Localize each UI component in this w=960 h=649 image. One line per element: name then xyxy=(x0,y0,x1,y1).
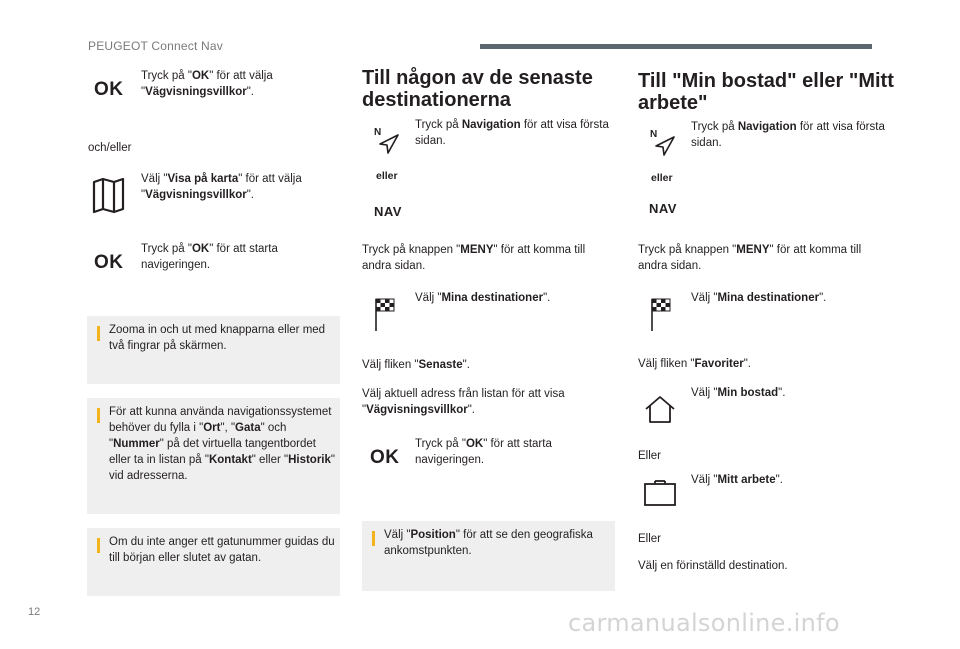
manual-title: PEUGEOT Connect Nav xyxy=(88,39,223,53)
eller-label: eller xyxy=(651,172,673,184)
note-text: Om du inte anger ett gatunummer guidas du till början eller slutet av gatan. xyxy=(109,536,335,564)
svg-text:N: N xyxy=(650,129,658,140)
col3-step6-text: Välj "Mitt arbete". xyxy=(691,474,783,486)
col3-step3-text: Välj "Mina destinationer". xyxy=(691,292,827,304)
info-icon xyxy=(97,538,100,553)
info-icon xyxy=(97,408,100,423)
info-icon xyxy=(372,531,375,546)
col1-step1-text: Tryck på "OK" för att välja "Vägvisningsvillkor". xyxy=(141,70,273,98)
col2-step1-text: Tryck på Navigation för att visa första sidan. xyxy=(415,119,609,147)
page-number: 12 xyxy=(28,606,41,618)
info-note xyxy=(362,521,615,591)
col2-step5-text: Välj aktuell adress från listan för att visa "Vägvisningsvillkor". xyxy=(362,388,565,416)
map-icon xyxy=(92,177,125,213)
nav-icon: NAV xyxy=(649,201,677,216)
svg-text:N: N xyxy=(374,127,382,138)
home-icon xyxy=(645,395,675,423)
col2-step4-text: Välj fliken "Senaste". xyxy=(362,359,470,371)
col2-step6-text: Tryck på "OK" för att starta navigeringen. xyxy=(415,438,552,466)
eller-label: eller xyxy=(376,170,398,182)
eller-text: Eller xyxy=(638,450,662,462)
checkered-flag-icon xyxy=(374,298,396,332)
col3-step4-text: Välj fliken "Favoriter". xyxy=(638,358,751,370)
eller-text: Eller xyxy=(638,533,662,545)
header-bar xyxy=(480,44,872,49)
ok-icon: OK xyxy=(94,252,124,273)
och-eller-text: och/eller xyxy=(88,142,132,154)
info-note xyxy=(87,528,340,596)
navigation-icon xyxy=(374,126,402,156)
ok-icon: OK xyxy=(370,447,400,468)
section-heading: Till någon av de senaste destinationerna xyxy=(362,67,593,111)
col2-step3-text: Välj "Mina destinationer". xyxy=(415,292,551,304)
col3-step2-text: Tryck på knappen "MENY" för att komma till andra sidan. xyxy=(638,244,862,272)
note-text: Zooma in och ut med knapparna eller med två fingrar på skärmen. xyxy=(109,324,326,352)
col1-step2-text: Välj "Visa på karta" för att välja "Vägvisningsvillkor". xyxy=(141,173,302,201)
note-text: För att kunna använda navigationssystemet behöver du fylla i "Ort", "Gata" och "Nummer" på det virtuella tangentbordet eller ta in listan på "Kontakt" eller "Historik" vid adresserna. xyxy=(109,406,335,482)
briefcase-icon xyxy=(644,480,676,506)
col1-step3-text: Tryck på "OK" för att starta navigeringen. xyxy=(141,243,278,271)
note-text: Välj "Position" för att se den geografiska ankomstpunkten. xyxy=(384,529,593,557)
navigation-icon xyxy=(650,128,678,158)
info-note xyxy=(87,316,340,384)
nav-icon: NAV xyxy=(374,204,402,219)
info-note xyxy=(87,398,340,514)
col3-step1-text: Tryck på Navigation för att visa första sidan. xyxy=(691,121,885,149)
info-icon xyxy=(97,326,100,341)
col2-step2-text: Tryck på knappen "MENY" för att komma till andra sidan. xyxy=(362,244,586,272)
col3-step5-text: Välj "Min bostad". xyxy=(691,387,786,399)
section-heading: Till "Min bostad" eller "Mitt arbete" xyxy=(638,70,894,114)
checkered-flag-icon xyxy=(650,298,672,332)
watermark: carmanualsonline.info xyxy=(568,609,840,637)
col3-step7-text: Välj en förinställd destination. xyxy=(638,560,788,572)
ok-icon: OK xyxy=(94,79,124,100)
